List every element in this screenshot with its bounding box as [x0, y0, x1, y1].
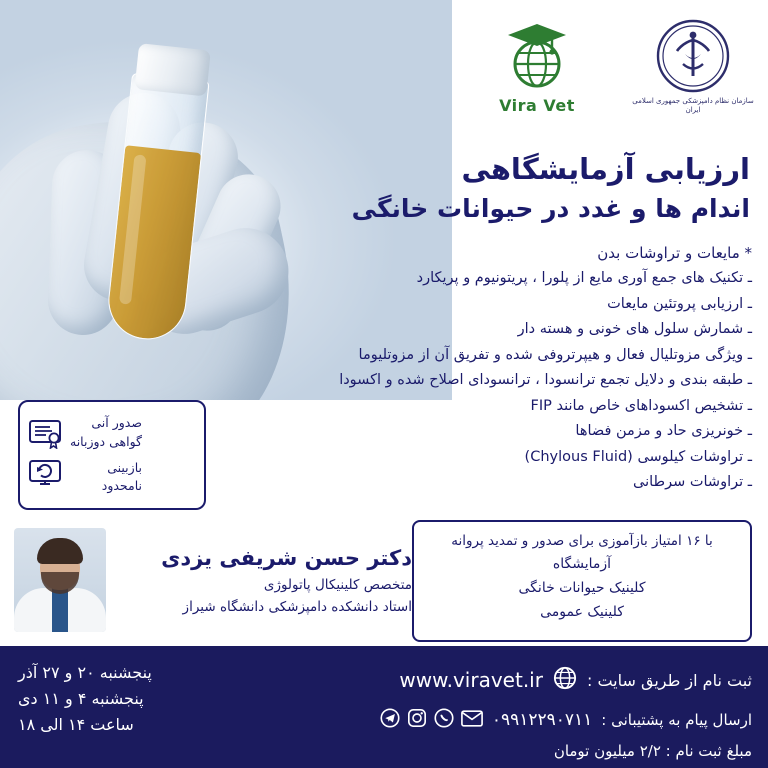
speaker-card	[14, 524, 412, 636]
schedule-line-1: پنجشنبه ۲۰ و ۲۷ آذر	[18, 663, 152, 682]
support-label: ارسال پیام به پشتیبانی :	[601, 711, 752, 729]
topic-list	[212, 240, 752, 496]
avatar	[14, 528, 106, 632]
speaker-role: متخصص کلینیکال پاتولوژی	[263, 577, 412, 594]
website-url[interactable]: www.viravet.ir	[399, 668, 543, 692]
list-item: ـ شمارش سلول های خونی و هسته دار	[517, 321, 752, 338]
website-label: ثبت نام از طریق سایت :	[586, 670, 752, 690]
page-title: ارزیابی آزمایشگاهی	[461, 152, 750, 186]
replay-monitor-icon	[28, 459, 62, 491]
nezam-caption: سازمان نظام دامپزشکی جمهوری اسلامی ایران	[632, 97, 754, 114]
accreditation-line-2: آزمایشگاه	[552, 555, 612, 572]
accreditation-line-3: کلینیک حیوانات خانگی	[518, 579, 646, 596]
footer-bar	[0, 646, 768, 768]
list-item: ـ خونریزی حاد و مزمن فضاها	[575, 423, 752, 440]
list-item: ـ طبقه بندی و دلایل تجمع ترانسودا ، ترانسودای اصلاح شده و اکسودا	[339, 372, 752, 389]
certificate-badge-box	[18, 400, 206, 510]
viravet-wordmark: Vira Vet	[499, 96, 575, 115]
list-item: ـ تراوشات سرطانی	[633, 474, 752, 491]
avatar-hair	[37, 538, 83, 564]
logo-row	[472, 18, 758, 115]
website-row[interactable]	[399, 666, 752, 694]
speaker-affiliation: استاد دانشکده دامپزشکی دانشگاه شیراز	[182, 598, 412, 615]
speaker-info	[118, 542, 412, 619]
title-block	[230, 148, 750, 228]
speaker-name: دکتر حسن شریفی یزدی	[161, 545, 412, 570]
certificate-text	[70, 414, 142, 496]
whatsapp-icon[interactable]	[434, 708, 454, 732]
social-icons[interactable]	[380, 708, 483, 732]
telegram-icon[interactable]	[380, 708, 400, 732]
support-phone[interactable]: ۰۹۹۱۲۲۹۰۷۱۱	[491, 710, 593, 730]
nezam-logo	[628, 18, 758, 115]
list-item: * مایعات و تراوشات بدن	[597, 244, 752, 262]
list-item: ـ تشخیص اکسوداهای خاص مانند FIP	[530, 397, 752, 414]
viravet-logo	[472, 18, 602, 115]
certificate-line-2: گواهی دوزبانه	[70, 433, 142, 449]
veterinary-caduceus-icon	[655, 18, 731, 94]
certificate-line-4: نامحدود	[101, 478, 142, 494]
certificate-line-3: بازبینی	[107, 459, 142, 475]
accreditation-box	[412, 520, 752, 642]
support-row[interactable]	[380, 708, 752, 732]
schedule-line-2: پنجشنبه ۴ و ۱۱ دی	[18, 688, 144, 708]
test-tube-cap	[134, 43, 210, 96]
certificate-line-1: صدور آنی	[91, 415, 142, 430]
schedule-dates	[18, 660, 288, 738]
instagram-icon[interactable]	[407, 708, 427, 732]
email-icon[interactable]	[461, 710, 483, 731]
list-item: ـ ویژگی مزوتلیال فعال و هیپرتروفی شده و تفریق آن از مزوتلیوما	[358, 346, 752, 363]
list-item: ـ ارزیابی پروتئین مایعات	[607, 295, 752, 312]
certificate-icons	[28, 419, 62, 491]
accreditation-line-1: با ۱۶ امتیاز بازآموزی برای صدور و تمدید پروانه	[451, 533, 713, 549]
registration-fee: مبلغ ثبت نام : ۲/۲ میلیون تومان	[553, 742, 752, 760]
list-item: ـ تراوشات کیلوسی (Chylous Fluid)	[524, 448, 752, 465]
schedule-line-3: ساعت ۱۴ الی ۱۸	[18, 714, 134, 734]
avatar-coat	[14, 588, 106, 632]
accreditation-line-4: کلینیک عمومی	[540, 603, 624, 620]
certificate-icon	[28, 419, 62, 453]
graduation-globe-icon	[500, 18, 574, 92]
page-subtitle: اندام ها و غدد در حیوانات خانگی	[351, 194, 750, 224]
globe-icon	[553, 666, 577, 694]
list-item: ـ تکنیک های جمع آوری مایع از پلورا ، پریتونیوم و پریکارد	[416, 270, 752, 287]
